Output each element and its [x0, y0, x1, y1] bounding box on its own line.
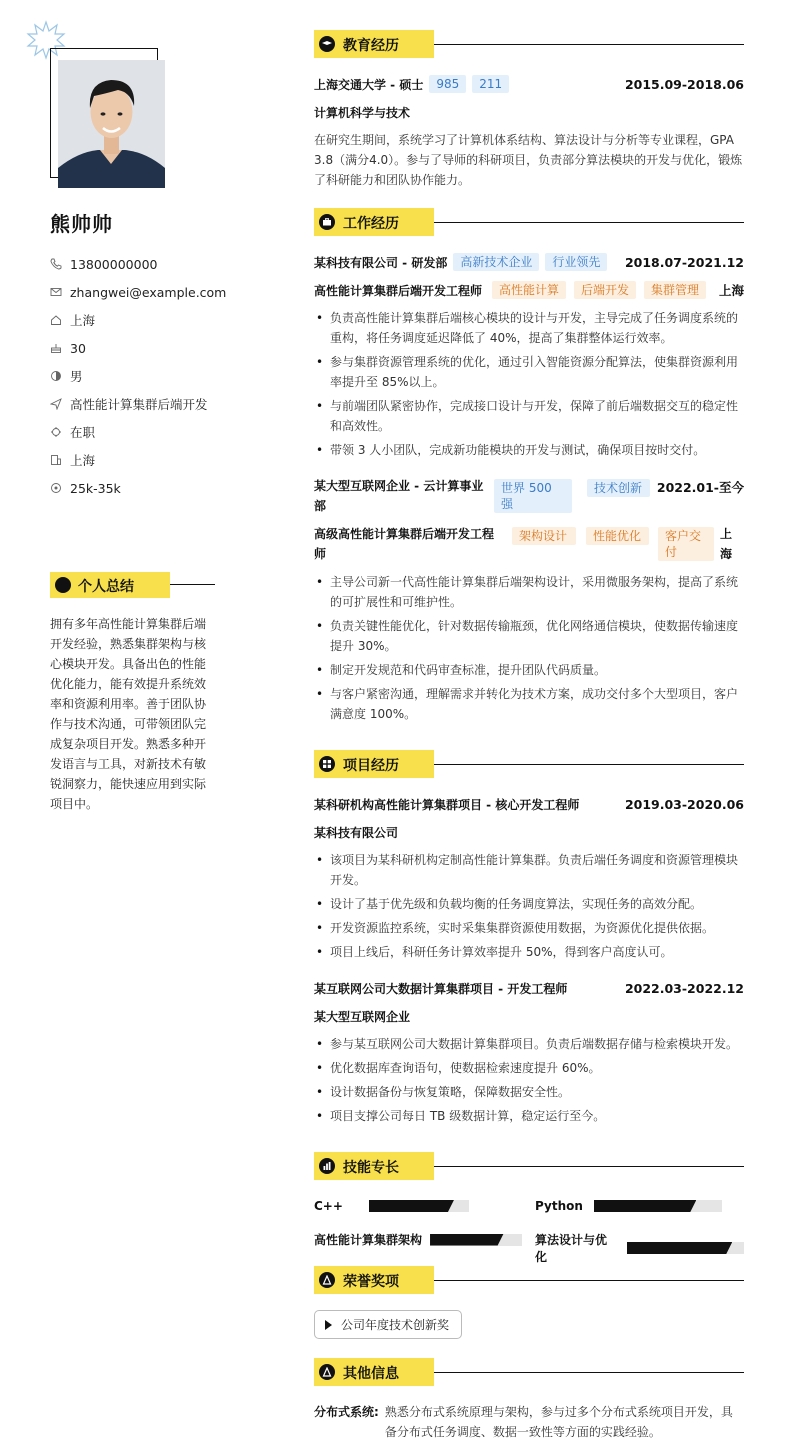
contact-info-list: [50, 250, 226, 502]
job-2-skill-tag: 性能优化: [586, 527, 649, 545]
other-info-value: 熟悉分布式系统原理与架构，参与过多个分布式系统项目开发，具备分布式任务调度、数据一致性等方面的实践经验。: [384, 1405, 733, 1439]
summary-section-header: [50, 572, 215, 598]
info-salary: [50, 474, 226, 502]
info-location: [50, 306, 226, 334]
awards-section-header: [314, 1266, 744, 1294]
other-header-line: [434, 1372, 744, 1373]
list-item: • 参与某互联网公司大数据计算集群项目。负责后端数据存储与检索模块开发。: [314, 1034, 744, 1054]
project-1-name: 某科研机构高性能计算集群项目 - 核心开发工程师: [314, 797, 580, 812]
project-1-org-row: [314, 822, 744, 842]
project-2-org-row: [314, 1006, 744, 1026]
list-item: • 主导公司新一代高性能计算集群后端架构设计，采用微服务架构，提高了系统的可扩展性和可维护性。: [314, 572, 744, 612]
play-triangle-icon: [325, 1320, 332, 1330]
other-section-header: [314, 1358, 744, 1386]
job-1-company-tag: 高新技术企业: [453, 253, 539, 271]
education-description: 在研究生期间，系统学习了计算机体系结构、算法设计与分析等专业课程，GPA 3.8（满分4.0）。参与了导师的科研项目，负责部分算法模块的开发与优化，锻炼了科研能力和团队协作能力。: [314, 133, 743, 187]
skill-name: 高性能计算集群架构: [314, 1233, 423, 1247]
job-2-position-row: [314, 524, 744, 564]
list-item: • 与客户紧密沟通，理解需求并转化为技术方案，成功交付多个大型项目，客户满意度 100%。: [314, 684, 744, 724]
skill-level-fill: [594, 1200, 696, 1212]
send-icon: [50, 398, 62, 410]
info-age: [50, 334, 226, 362]
project-1-org: 某科技有限公司: [314, 825, 399, 840]
project-1-bullets: [314, 850, 744, 966]
user-icon: [55, 577, 71, 593]
list-item: • 参与集群资源管理系统的优化，通过引入智能资源分配算法，使集群资源利用率提升至 85%以上。: [314, 352, 744, 392]
trophy-icon: [319, 1272, 335, 1288]
left-column: [0, 0, 260, 1442]
job-1-position-row: [314, 280, 744, 300]
award-name: 公司年度技术创新奖: [341, 1318, 450, 1332]
education-header-line: [434, 44, 744, 45]
mail-icon: [50, 286, 62, 298]
skill-name: C++: [314, 1199, 343, 1213]
skill-level-track: [430, 1234, 522, 1246]
other-info-key: 分布式系统:: [314, 1405, 379, 1419]
job-2-date: 2022.01-至今: [656, 480, 744, 495]
salary-icon: [50, 482, 62, 494]
education-title: 教育经历: [343, 38, 399, 54]
list-item: • 与前端团队紧密协作，完成接口设计与开发，保障了前后端数据交互的稳定性和高效性。: [314, 396, 744, 436]
status-icon: [50, 426, 62, 438]
job-2-skill-tag: 架构设计: [512, 527, 576, 545]
building-icon: [50, 454, 62, 466]
job-2-company-tag: 世界 500 强: [494, 479, 572, 513]
list-item: • 带领 3 人小团队，完成新功能模块的开发与测试，确保项目按时交付。: [314, 440, 744, 460]
project-1-date: 2019.03-2020.06: [624, 796, 744, 812]
list-item: • 开发资源监控系统，实时采集集群资源使用数据，为资源优化提供依据。: [314, 918, 744, 938]
skill-item: [314, 1199, 469, 1213]
info-gender-text: 男: [70, 369, 83, 384]
job-2-skill-tag: 客户交付: [658, 527, 714, 561]
education-major-row: [314, 102, 744, 122]
skill-item: [535, 1231, 744, 1265]
info-icon: [319, 1364, 335, 1380]
job-1-skill-tag: 集群管理: [644, 281, 706, 299]
summary-header-line: [170, 584, 215, 585]
info-email: [50, 278, 226, 306]
info-work-city-text: 上海: [70, 453, 96, 468]
list-item: • 该项目为某科研机构定制高性能计算集群。负责后端任务调度和资源管理模块开发。: [314, 850, 744, 890]
other-title: 其他信息: [343, 1366, 399, 1382]
info-target-job-text: 高性能计算集群后端开发: [70, 397, 208, 412]
list-item: • 设计数据备份与恢复策略，保障数据安全性。: [314, 1082, 744, 1102]
list-item: • 负责关键性能优化，针对数据传输瓶颈，优化网络通信模块，使数据传输速度提升 30%。: [314, 616, 744, 656]
work-section-header: [314, 208, 744, 236]
skill-level-track: [369, 1200, 469, 1212]
phone-icon: [50, 258, 62, 270]
education-school: 上海交通大学 - 硕士: [314, 77, 424, 92]
info-gender: [50, 362, 226, 390]
skill-level-fill: [627, 1242, 733, 1254]
cake-icon: [50, 342, 62, 354]
list-item: • 制定开发规范和代码审查标准，提升团队代码质量。: [314, 660, 744, 680]
award-chip: [314, 1310, 462, 1339]
info-age-text: 30: [70, 340, 86, 356]
skill-level-track: [594, 1200, 722, 1212]
info-work-city: [50, 446, 226, 474]
skill-item: [535, 1199, 722, 1213]
job-1-company-row: [314, 252, 744, 272]
info-location-text: 上海: [70, 313, 96, 328]
education-section-header: [314, 30, 744, 58]
skill-level-fill: [430, 1234, 504, 1246]
education-date: 2015.09-2018.06: [624, 76, 744, 92]
summary-text: 拥有多年高性能计算集群后端开发经验，熟悉集群架构与核心模块开发。具备出色的性能优化能力，能有效提升系统效率和资源利用率。善于团队协作与技术沟通，可带领团队完成复杂项目开发。熟悉多种开发语言与工具，对新技术有敏锐洞察力，能快速应用到实际项目中。: [50, 617, 207, 811]
projects-section-header: [314, 750, 744, 778]
job-2-company-row: [314, 476, 744, 516]
project-2-bullets: [314, 1034, 744, 1130]
info-status: [50, 418, 226, 446]
bar-chart-icon: [319, 1158, 335, 1174]
project-2-date: 2022.03-2022.12: [624, 980, 744, 996]
job-2-company: 某大型互联网企业 - 云计算事业部: [314, 479, 484, 513]
project-1-row: [314, 794, 744, 814]
info-email-text: zhangwei@example.com: [70, 284, 227, 300]
education-school-row: [314, 74, 744, 94]
skill-name: 算法设计与优化: [535, 1233, 608, 1264]
project-2-org: 某大型互联网企业: [314, 1009, 411, 1024]
job-1-bullets: [314, 308, 744, 464]
education-tag: 985: [429, 75, 466, 93]
gender-icon: [50, 370, 62, 382]
job-2-bullets: [314, 572, 744, 728]
briefcase-icon: [319, 214, 335, 230]
education-tag: 211: [472, 75, 509, 93]
list-item: • 项目支撑公司每日 TB 级数据计算，稳定运行至今。: [314, 1106, 744, 1126]
info-phone: [50, 250, 226, 278]
job-2-company-tag: 技术创新: [587, 479, 650, 497]
other-info-item: [314, 1402, 744, 1442]
job-1-skill-tag: 后端开发: [574, 281, 636, 299]
project-2-name: 某互联网公司大数据计算集群项目 - 开发工程师: [314, 981, 568, 996]
list-item: • 项目上线后，科研任务计算效率提升 50%，得到客户高度认可。: [314, 942, 744, 962]
job-2-position: 高级高性能计算集群后端开发工程师: [314, 527, 495, 561]
skill-item: [314, 1231, 522, 1248]
job-1-skill-tag: 高性能计算: [492, 281, 566, 299]
job-1-city: 上海: [718, 283, 744, 298]
skills-title: 技能专长: [343, 1160, 399, 1176]
project-2-row: [314, 978, 744, 998]
skills-section-header: [314, 1152, 744, 1180]
list-item: • 设计了基于优先级和负载均衡的任务调度算法，实现任务的高效分配。: [314, 894, 744, 914]
list-item: • 优化数据库查询语句，使数据检索速度提升 60%。: [314, 1058, 744, 1078]
skill-level-fill: [369, 1200, 454, 1212]
job-1-company: 某科技有限公司 - 研发部: [314, 255, 448, 270]
info-phone-text: 13800000000: [70, 256, 158, 272]
work-header-line: [434, 222, 744, 223]
awards-title: 荣誉奖项: [343, 1274, 399, 1290]
info-target-job: [50, 390, 226, 418]
job-1-date: 2018.07-2021.12: [624, 254, 744, 270]
skill-level-track: [627, 1242, 744, 1254]
job-1-position: 高性能计算集群后端开发工程师: [314, 283, 483, 298]
grid-icon: [319, 756, 335, 772]
profile-photo: [58, 60, 165, 188]
education-major: 计算机科学与技术: [314, 105, 411, 120]
projects-title: 项目经历: [343, 758, 399, 774]
info-status-text: 在职: [70, 425, 96, 440]
info-salary-text: 25k-35k: [70, 480, 121, 496]
graduation-cap-icon: [319, 36, 335, 52]
job-1-company-tag: 行业领先: [545, 253, 607, 271]
skill-name: Python: [535, 1199, 583, 1213]
list-item: • 负责高性能计算集群后端核心模块的设计与开发，主导完成了任务调度系统的重构，将任务调度延迟降低了 40%，提高了集群整体运行效率。: [314, 308, 744, 348]
summary-title: 个人总结: [78, 579, 134, 595]
job-2-city: 上海: [720, 527, 733, 561]
projects-header-line: [434, 764, 744, 765]
candidate-name: 熊帅帅: [50, 212, 113, 236]
skills-header-line: [434, 1166, 744, 1167]
work-title: 工作经历: [343, 216, 399, 232]
awards-header-line: [434, 1280, 744, 1281]
home-icon: [50, 314, 62, 326]
